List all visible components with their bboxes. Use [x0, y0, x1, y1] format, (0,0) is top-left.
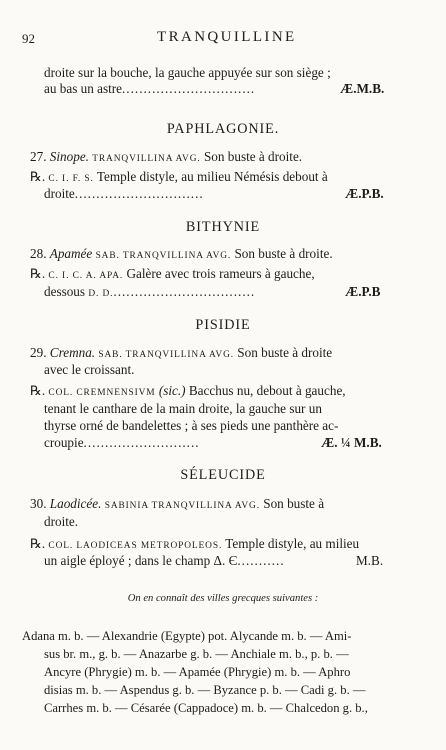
entry-28-denomination: Æ.P.B	[345, 284, 381, 299]
entry-28-obverse: 28. Apamée SAB. TRANQVILLINA AVG. Son buste à droite.	[30, 246, 333, 261]
entry-30-obverse: 30. Laodicée. SABINIA TRANQVILLINA AVG. Son buste à	[30, 496, 325, 511]
cities-line-1: Adana m. b. — Alexandrie (Egypte) pot. Alycande m. b. — Ami-	[22, 629, 352, 643]
running-head: TRANQUILLINE	[157, 29, 297, 45]
page-number: 92	[22, 31, 35, 46]
top-line-2-denomination: Æ.M.B.	[340, 81, 385, 96]
section-heading-paphlagonie: PAPHLAGONIE.	[166, 121, 280, 137]
entry-30-denomination: M.B.	[356, 553, 384, 568]
entry-29-reverse-4: croupie...........................	[44, 435, 200, 450]
cities-line-3: Ancyre (Phrygie) m. b. — Apamée (Phrygie) m. b. — Aphro	[44, 665, 351, 679]
entry-27-obverse: 27. Sinope. TRANQVILLINA AVG. Son buste à droite.	[30, 149, 303, 164]
entry-29-obverse-2: avec le croissant.	[44, 362, 135, 377]
entry-29-reverse-2: tenant le canthare de la main droite, la gauche sur un	[44, 401, 322, 416]
top-line-1: droite sur la bouche, la gauche appuyée sur son siège ;	[44, 65, 331, 80]
cities-line-2: sus br. m., g. b. — Anazarbe g. b. — Anchiale m. b., p. b. —	[44, 647, 349, 661]
entry-27-denomination: Æ.P.B.	[345, 186, 384, 201]
section-heading-pisidie: PISIDIE	[195, 317, 251, 333]
cities-line-4: disias m. b. — Aspendus g. b. — Byzance p. b. — Cadi g. b. —	[44, 683, 366, 697]
entry-29-denomination: Æ. ¼ M.B.	[321, 435, 382, 450]
cities-line-5: Carrhes m. b. — Césarée (Cappadoce) m. b. — Chalcedon g. b.,	[44, 701, 368, 715]
entry-30-obverse-2: droite.	[44, 514, 79, 529]
entry-28-reverse-1: ℞. C. I. C. A. APA. Galère avec trois rameurs à gauche,	[30, 266, 315, 281]
section-heading-seleucide: SÉLEUCIDE	[180, 467, 266, 483]
entry-30-reverse-2: un aigle éployé ; dans le champ Δ. Є...........	[44, 553, 285, 568]
entry-27-reverse-2: droite..............................	[44, 186, 204, 201]
entry-29-obverse: 29. Cremna. SAB. TRANQVILLINA AVG. Son buste à droite	[30, 345, 333, 360]
entry-29-reverse-3: thyrse orné de bandelettes ; à ses pieds une panthère ac-	[44, 418, 339, 433]
entry-30-reverse-1: ℞. COL. LAODICEAS METROPOLEOS. Temple distyle, au milieu	[30, 536, 360, 551]
top-line-2: au bas un astre...............................	[44, 81, 256, 96]
greek-cities-note: On en connaît des villes grecques suivantes :	[127, 593, 319, 604]
entry-29-reverse-1: ℞. COL. CREMNENSIVM (sic.) Bacchus nu, debout à gauche,	[30, 383, 346, 398]
entry-27-reverse-1: ℞. C. I. F. S. Temple distyle, au milieu Némésis debout à	[30, 169, 328, 184]
section-heading-bithynie: BITHYNIE	[185, 219, 261, 235]
entry-28-reverse-2: dessous D. D..................................	[44, 284, 256, 299]
